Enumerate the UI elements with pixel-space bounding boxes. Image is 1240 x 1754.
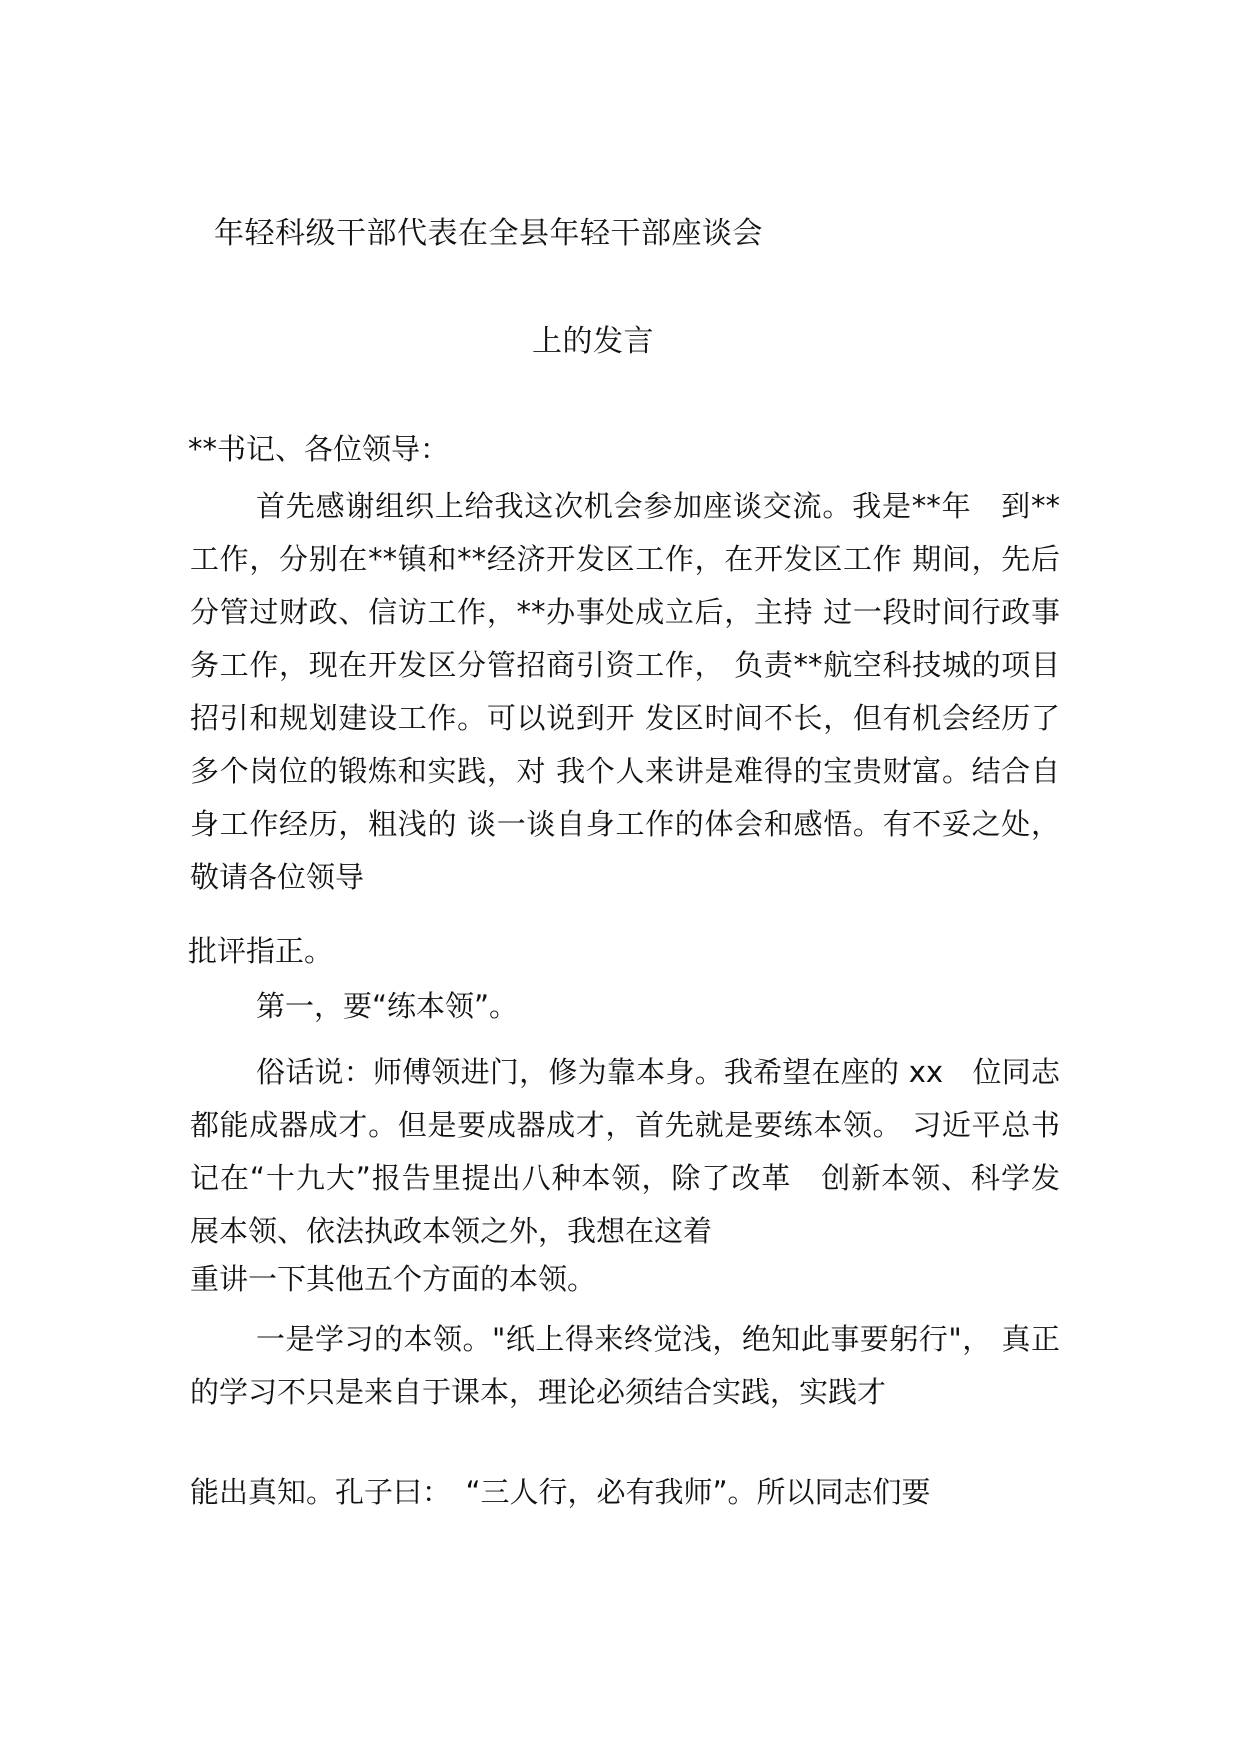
paragraph-skills-tail: 重讲一下其他五个方面的本领。 xyxy=(190,1262,597,1296)
paragraph-introduction-tail: 批评指正。 xyxy=(188,934,334,968)
salutation: **书记、各位领导： xyxy=(188,432,450,466)
paragraph-introduction: 首先感谢组织上给我这次机会参加座谈交流。我是**年 到**工作，分别在**镇和**经济开发区工作，在开发区工作 期间，先后分管过财政、信访工作，**办事处成立后，主持 过一段时间行政事务工作，现在开发区分管招商引资工作， 负责**航空科技城的项目招引和规划建设工作。可以说到开 发区时间不长，但有机会经历了多个岗位的锻炼和实践，对 我个人来讲是难得的宝贵财富。结合自身工作经历，粗浅的 谈一谈自身工作的体会和感悟。有不妥之处，敬请各位领导 xyxy=(190,489,1060,894)
paragraph-learning-tail: 能出真知。孔子曰： “三人行，必有我师”。所以同志们要 xyxy=(190,1475,931,1509)
document-title-line-2: 上的发言 xyxy=(532,324,654,359)
paragraph-learning: 一是学习的本领。"纸上得来终觉浅，绝知此事要躬行"， 真正的学习不只是来自于课本，理论必须结合实践，实践才 xyxy=(190,1322,1060,1409)
paragraph-skills: 俗话说：师傅领进门，修为靠本身。我希望在座的 xx 位同志都能成器成才。但是要成器成才，首先就是要练本领。 习近平总书记在“十九大”报告里提出八种本领，除了改革 创新本领、科学发展本领、依法执政本领之外，我想在这着 xyxy=(190,1055,1060,1248)
document-title-line-1: 年轻科级干部代表在全县年轻干部座谈会 xyxy=(214,216,763,251)
section-heading-first: 第一，要“练本领”。 xyxy=(256,989,519,1023)
